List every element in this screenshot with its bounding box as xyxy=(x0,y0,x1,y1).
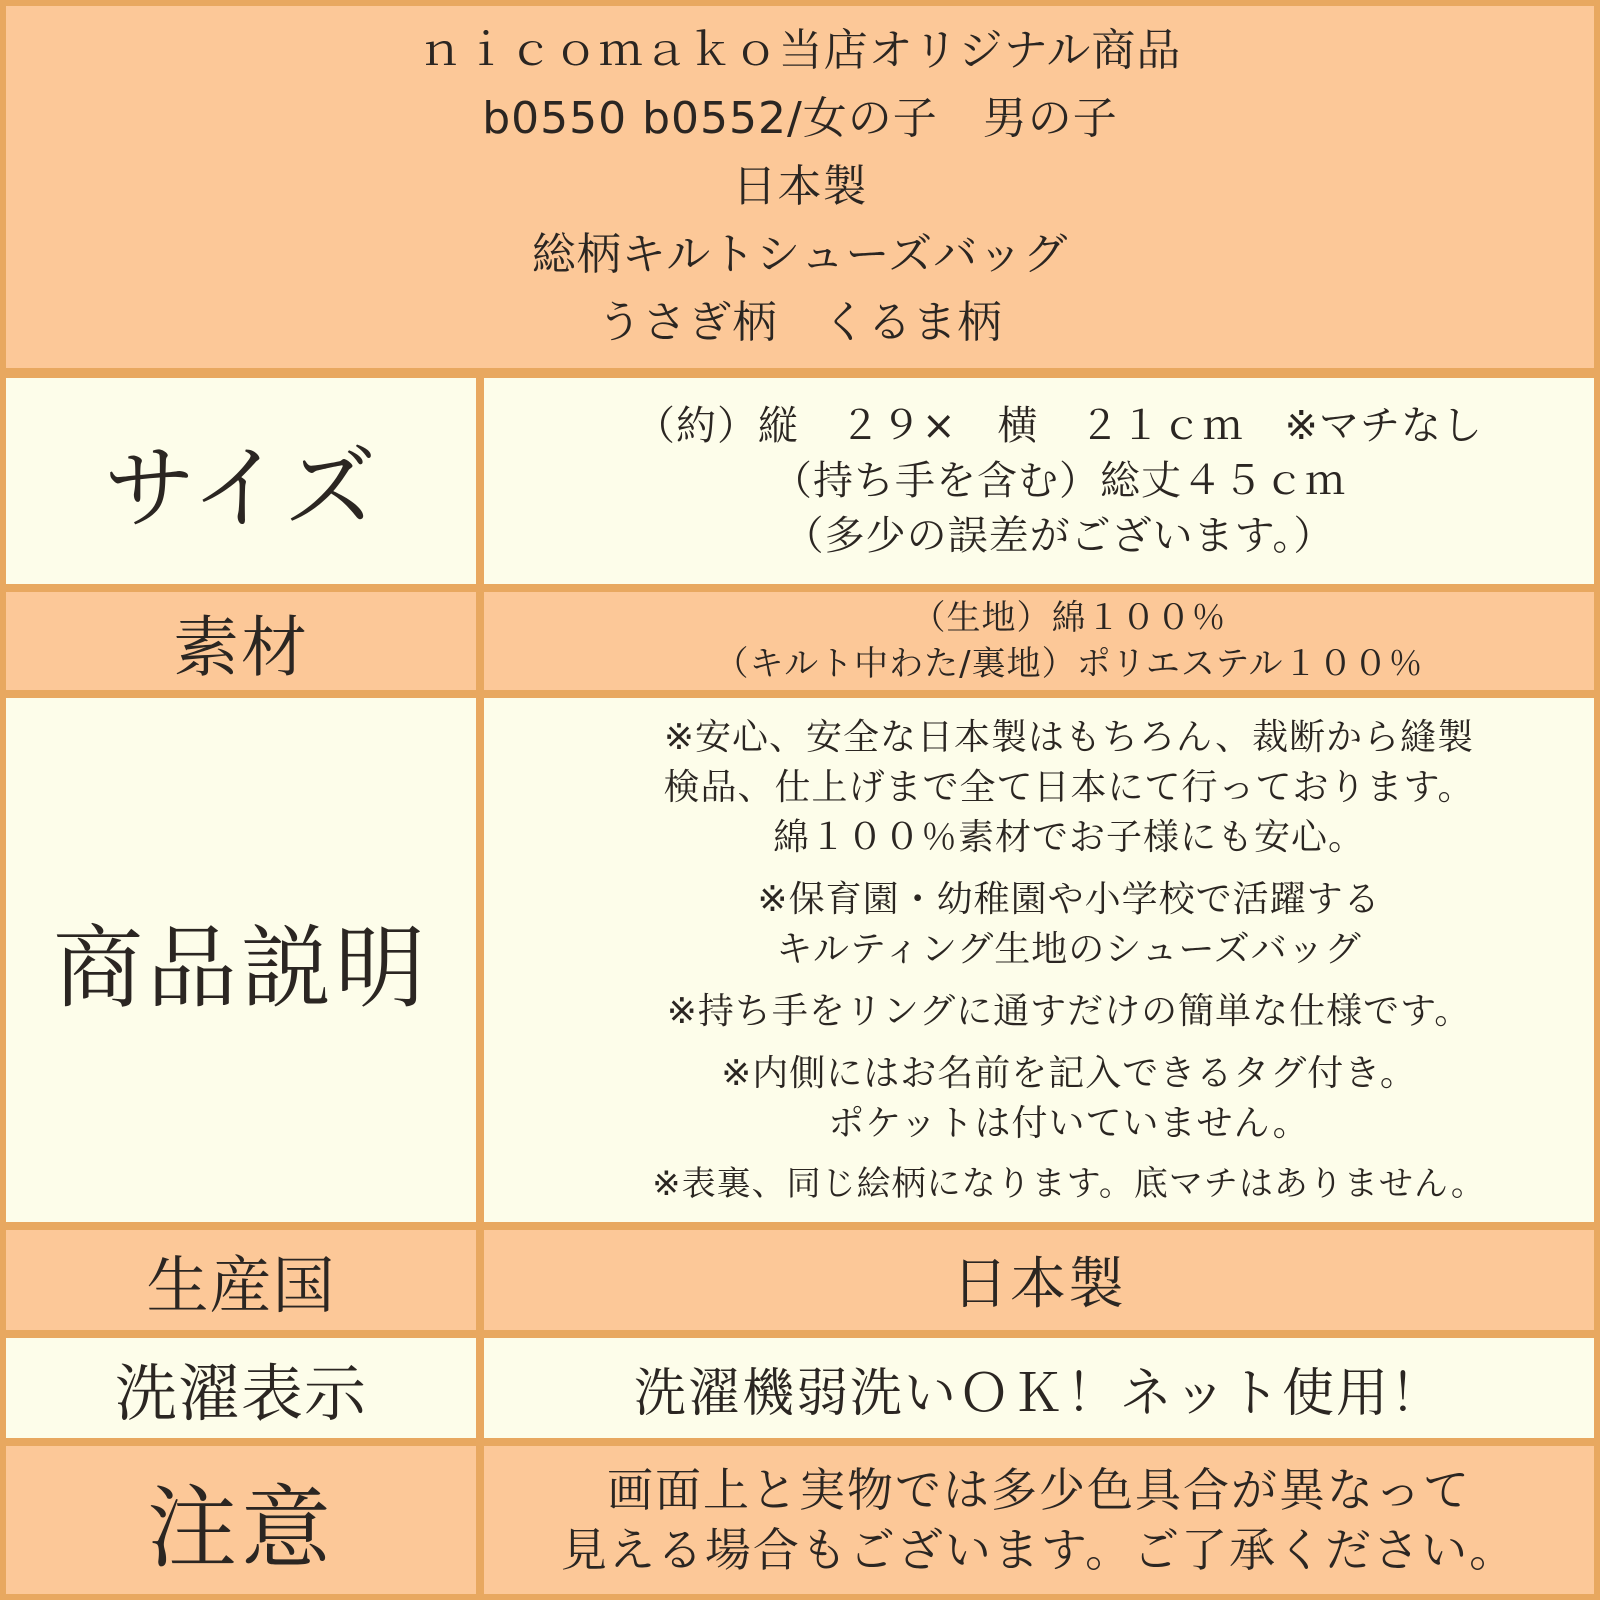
washing-label: 洗濯表示 xyxy=(114,1356,367,1430)
description-line: ※持ち手をリングに通すだけの簡単な仕様です。 xyxy=(666,991,1472,1032)
caution-line: 画面上と実物では多少色具合が異なって xyxy=(607,1463,1471,1517)
description-group-usage xyxy=(757,875,1380,975)
description-group-design xyxy=(652,1161,1486,1207)
material-lining: （キルト中わた/裏地）ポリエステル１００％ xyxy=(714,644,1424,684)
description-group-tag xyxy=(721,1049,1417,1149)
caution-line: 見える場合もございます。ご了承ください。 xyxy=(560,1523,1518,1577)
header-product-name: 総柄キルトシューズバッグ xyxy=(531,229,1069,280)
header-patterns: うさぎ柄 くるま柄 xyxy=(597,297,1003,348)
description-line: ※保育園・幼稚園や小学校で活躍する xyxy=(757,879,1381,920)
caution-label-cell xyxy=(6,1446,476,1594)
material-label-cell xyxy=(6,592,476,690)
material-fabric: （生地）綿１００％ xyxy=(911,598,1227,638)
size-total-length: （持ち手を含む）総丈４５ｃｍ xyxy=(772,457,1346,504)
size-tolerance-note: （多少の誤差がございます。） xyxy=(783,512,1335,559)
size-label: サイズ xyxy=(103,435,379,542)
origin-label: 生産国 xyxy=(146,1248,336,1322)
description-group-quality xyxy=(663,713,1474,863)
description-line: ※安心、安全な日本製はもちろん、裁断から縫製 xyxy=(663,717,1475,758)
washing-label-cell xyxy=(6,1338,476,1438)
header-product-codes: b0550 b0552/女の子 男の子 xyxy=(482,93,1118,144)
header-shop-title: ｎｉｃｏｍａｋｏ当店オリジナル商品 xyxy=(418,25,1182,76)
size-dimensions: （約）縦 ２９× 横 ２１ｃｍ ※マチなし xyxy=(634,402,1484,449)
description-line: キルティング生地のシューズバッグ xyxy=(776,929,1362,970)
description-label: 商品説明 xyxy=(53,916,429,1021)
washing-value-cell xyxy=(484,1338,1594,1438)
description-line: ポケットは付いていません。 xyxy=(828,1103,1310,1144)
origin-value-cell xyxy=(484,1230,1594,1330)
caution-value-cell xyxy=(484,1446,1594,1594)
description-line: 検品、仕上げまで全て日本にて行っております。 xyxy=(663,767,1475,808)
size-value-cell xyxy=(484,378,1594,584)
description-line: ※表裏、同じ絵柄になります。底マチはありません。 xyxy=(652,1164,1486,1204)
header-banner xyxy=(6,6,1594,368)
washing-value: 洗濯機弱洗いＯＫ！ネット使用！ xyxy=(633,1363,1444,1424)
origin-value: 日本製 xyxy=(952,1252,1126,1317)
description-line: 綿１００％素材でお子様にも安心。 xyxy=(772,817,1365,858)
size-label-cell xyxy=(6,378,476,584)
description-line: ※内側にはお名前を記入できるタグ付き。 xyxy=(721,1053,1417,1094)
material-value-cell xyxy=(484,592,1594,690)
description-group-handle xyxy=(667,987,1472,1037)
material-label: 素材 xyxy=(173,608,309,686)
description-label-cell xyxy=(6,698,476,1222)
description-value-cell xyxy=(484,698,1594,1222)
origin-label-cell xyxy=(6,1230,476,1330)
header-made-in: 日本製 xyxy=(732,161,868,212)
caution-label: 注意 xyxy=(147,1476,335,1581)
